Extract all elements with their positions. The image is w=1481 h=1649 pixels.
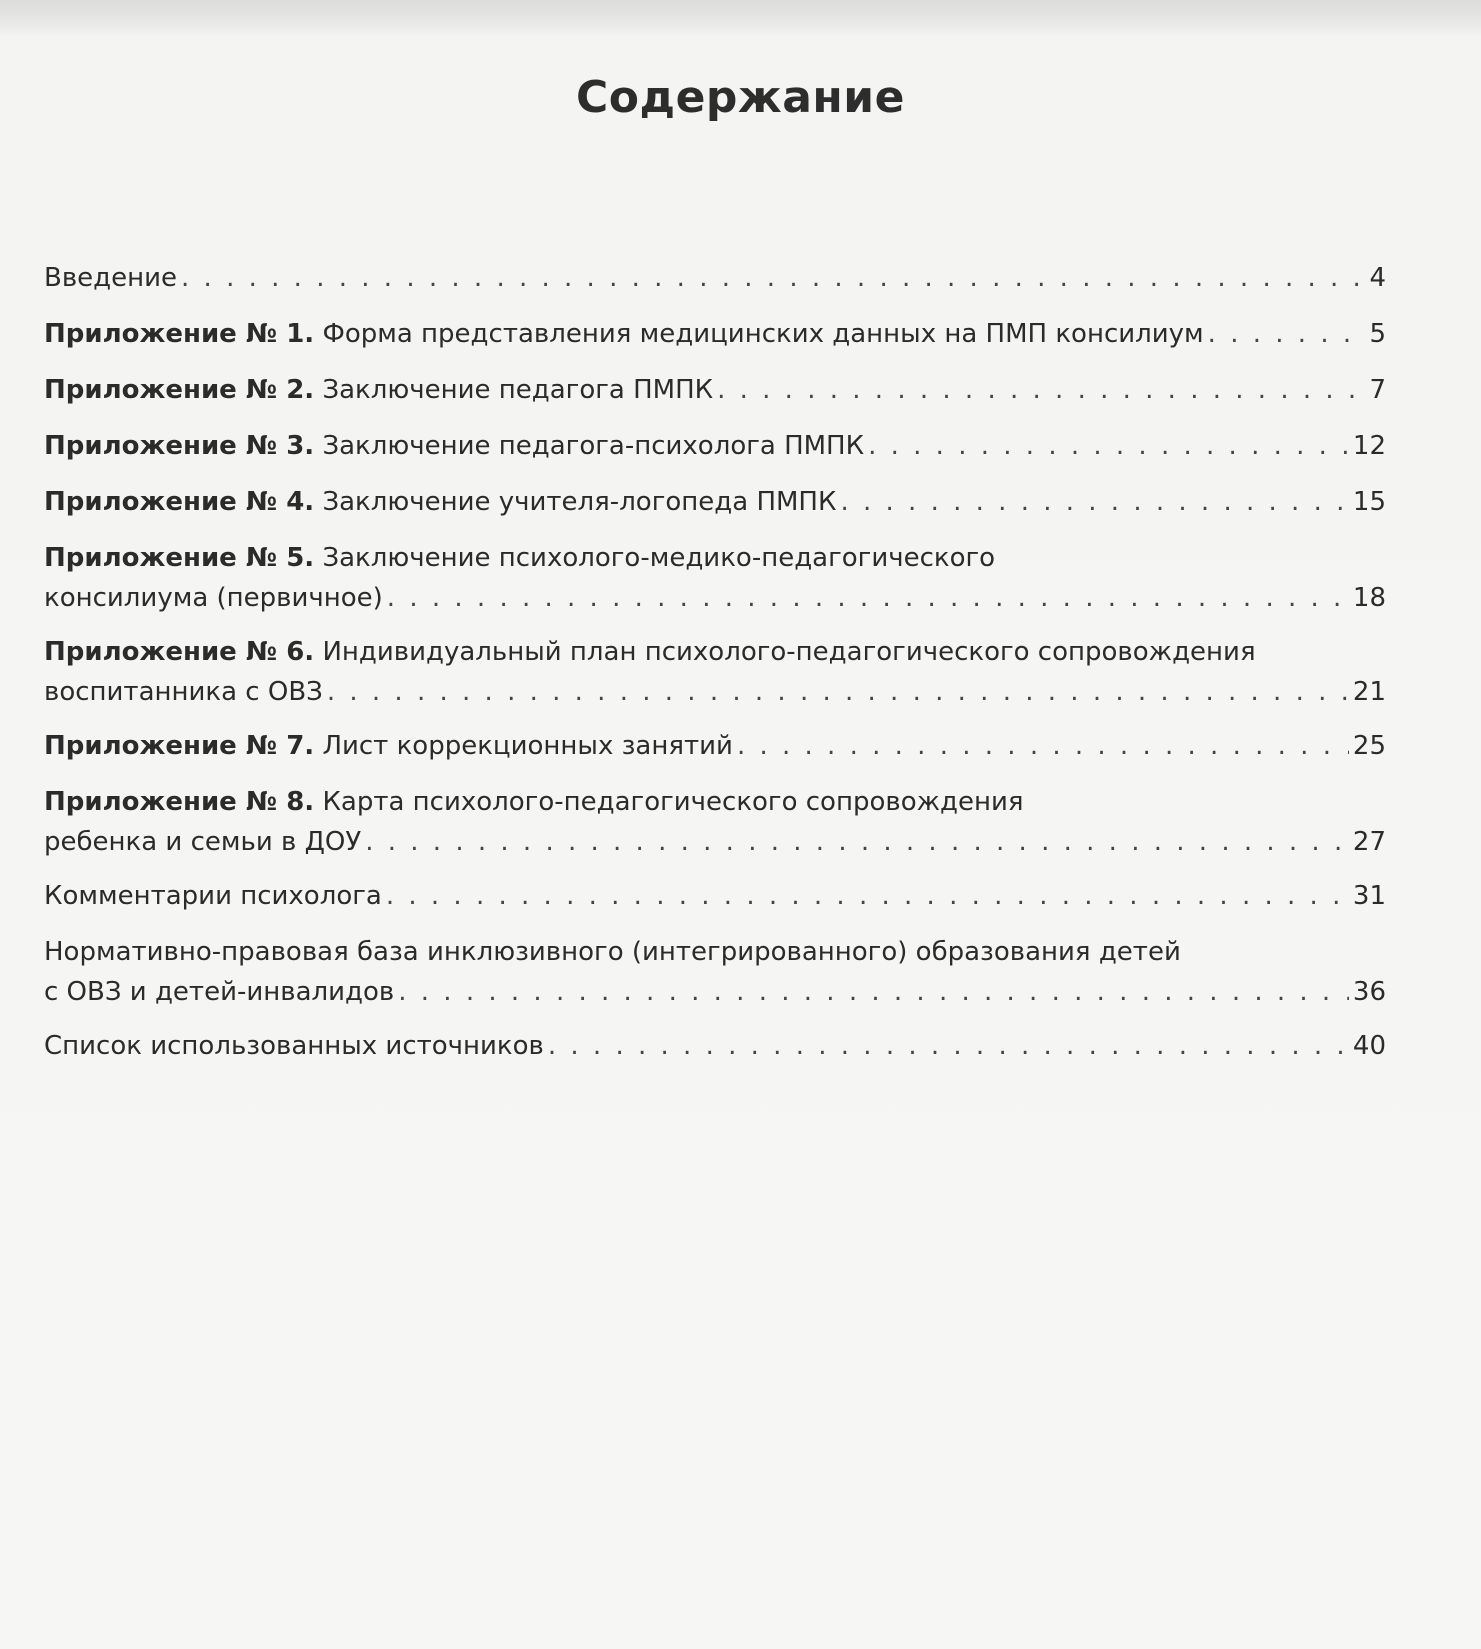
toc-page-number: 40 bbox=[1352, 1031, 1386, 1061]
toc-entry-text-line2: консилиума (первичное) bbox=[44, 583, 383, 613]
toc-leader-dots bbox=[737, 726, 1349, 766]
toc-entry-appendix-5[interactable] bbox=[44, 538, 1386, 632]
toc-leader-dots bbox=[386, 876, 1349, 916]
toc-entry-label: Приложение № 3. bbox=[44, 431, 315, 461]
page-title: Содержание bbox=[576, 72, 905, 123]
toc-entry-text-line1: Нормативно-правовая база инклюзивного (интегрированного) образования детей bbox=[44, 937, 1181, 967]
toc-leader-dots bbox=[1208, 314, 1358, 354]
toc-page-number: 15 bbox=[1352, 487, 1386, 517]
toc-page-number: 27 bbox=[1352, 827, 1386, 857]
toc-page-number: 25 bbox=[1352, 731, 1386, 761]
toc-entry-label: Приложение № 5. bbox=[44, 543, 315, 573]
toc-entry-label: Приложение № 8. bbox=[44, 787, 315, 817]
toc-entry-appendix-7[interactable] bbox=[44, 726, 1386, 782]
toc-entry-appendix-1[interactable] bbox=[44, 314, 1386, 370]
toc-entry-label: Приложение № 4. bbox=[44, 487, 315, 517]
toc-page-number: 36 bbox=[1352, 977, 1386, 1007]
toc-entry-text: Введение bbox=[44, 263, 178, 293]
page-edge-shadow bbox=[0, 0, 1481, 36]
toc-entry-appendix-6[interactable] bbox=[44, 632, 1386, 726]
toc-entry-label: Приложение № 7. bbox=[44, 731, 315, 761]
toc-entry-introduction[interactable] bbox=[44, 258, 1386, 314]
toc-page-number: 31 bbox=[1352, 881, 1386, 911]
toc-entry-text: Лист коррекционных занятий bbox=[322, 731, 733, 761]
toc-page-number: 7 bbox=[1369, 375, 1386, 405]
table-of-contents bbox=[44, 258, 1386, 1082]
toc-leader-dots bbox=[548, 1026, 1349, 1066]
toc-entry-label: Приложение № 1. bbox=[44, 319, 315, 349]
toc-leader-dots bbox=[868, 426, 1349, 466]
toc-leader-dots bbox=[717, 370, 1358, 410]
toc-entry-label: Приложение № 6. bbox=[44, 637, 315, 667]
toc-entry-label: Приложение № 2. bbox=[44, 375, 315, 405]
toc-entry-text: Комментарии психолога bbox=[44, 881, 382, 911]
toc-leader-dots bbox=[365, 822, 1349, 862]
toc-leader-dots bbox=[840, 482, 1348, 522]
toc-entry-text: Заключение педагога ПМПК bbox=[322, 375, 714, 405]
toc-leader-dots bbox=[387, 578, 1349, 618]
toc-leader-dots bbox=[181, 258, 1358, 298]
toc-entry-text: Заключение учителя-логопеда ПМПК bbox=[322, 487, 837, 517]
toc-page-number: 4 bbox=[1369, 263, 1386, 293]
toc-entry-text: Список использованных источников bbox=[44, 1031, 544, 1061]
toc-entry-text-line2: ребенка и семьи в ДОУ bbox=[44, 827, 362, 857]
toc-entry-references[interactable] bbox=[44, 1026, 1386, 1082]
toc-page-number: 21 bbox=[1352, 677, 1386, 707]
toc-entry-appendix-2[interactable] bbox=[44, 370, 1386, 426]
toc-entry-text-line2: с ОВЗ и детей-инвалидов bbox=[44, 977, 395, 1007]
toc-leader-dots bbox=[327, 672, 1349, 712]
toc-entry-text: Форма представления медицинских данных на ПМП консилиум bbox=[322, 319, 1204, 349]
toc-entry-legal-base[interactable] bbox=[44, 932, 1386, 1026]
toc-entry-appendix-4[interactable] bbox=[44, 482, 1386, 538]
toc-entry-psychologist-comments[interactable] bbox=[44, 876, 1386, 932]
toc-entry-text: Заключение педагога-психолога ПМПК bbox=[322, 431, 865, 461]
toc-entry-text-line1: Карта психолого-педагогического сопровождения bbox=[322, 787, 1024, 817]
toc-page-number: 18 bbox=[1352, 583, 1386, 613]
toc-entry-text-line2: воспитанника с ОВЗ bbox=[44, 677, 323, 707]
toc-entry-text-line1: Индивидуальный план психолого-педагогического сопровождения bbox=[322, 637, 1256, 667]
toc-entry-text-line1: Заключение психолого-медико-педагогического bbox=[322, 543, 996, 573]
toc-entry-appendix-3[interactable] bbox=[44, 426, 1386, 482]
toc-page-number: 5 bbox=[1369, 319, 1386, 349]
toc-page-number: 12 bbox=[1352, 431, 1386, 461]
toc-entry-appendix-8[interactable] bbox=[44, 782, 1386, 876]
toc-leader-dots bbox=[398, 972, 1349, 1012]
